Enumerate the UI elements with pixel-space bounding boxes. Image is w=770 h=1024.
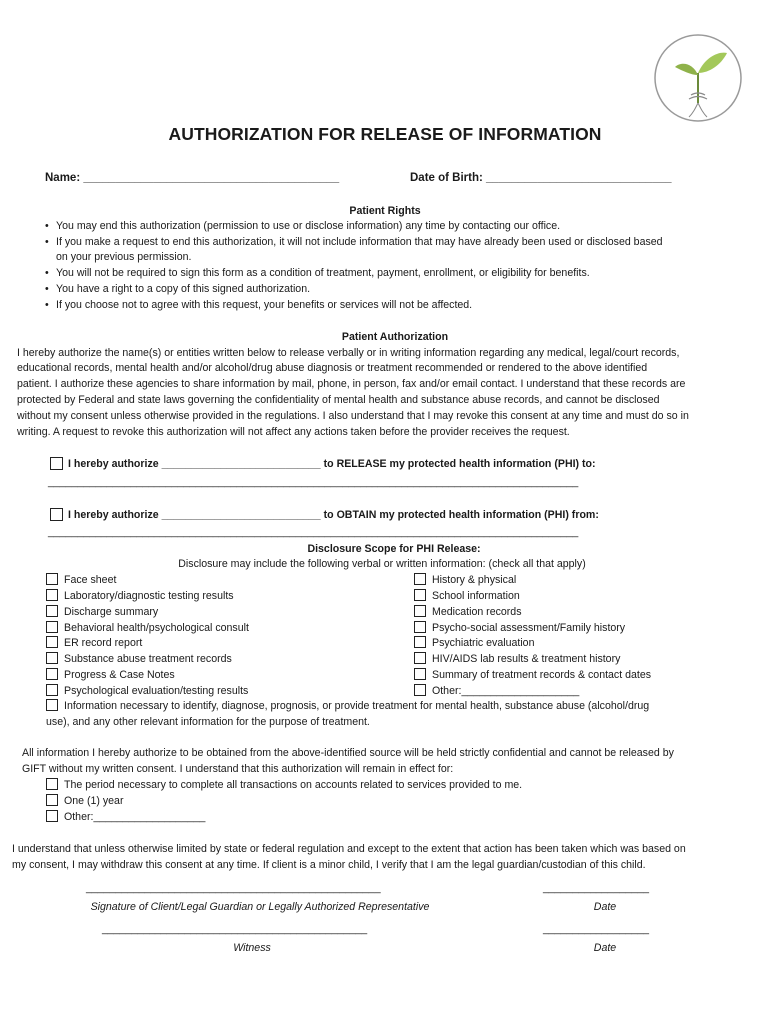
authorization-text: I hereby authorize the name(s) or entities written below to release verbally or in writing information regarding any medical, legal/court records, xyxy=(17,347,680,359)
checkbox-medication-records[interactable] xyxy=(414,605,426,617)
checkbox-psychiatric-evaluation[interactable] xyxy=(414,636,426,648)
checkbox-treatment-summary[interactable] xyxy=(414,668,426,680)
signature-line[interactable]: __________________________________________________ xyxy=(86,882,381,894)
confidentiality-text: GIFT without my written consent. I understand that this authorization will remain in effect for: xyxy=(22,763,454,775)
option-label: Summary of treatment records & contact dates xyxy=(432,669,652,681)
disclosure-scope-subheading: Disclosure may include the following verbal or written information: (check all that apply) xyxy=(178,558,586,570)
checkbox-lab-results[interactable] xyxy=(46,589,58,601)
option-label: Information necessary to identify, diagnose, prognosis, or provide treatment for mental health, substance abuse (alcohol/drug xyxy=(64,700,650,712)
consent-text: I understand that unless otherwise limited by state or federal regulation and except to the extent that action has been taken which was based on xyxy=(12,843,686,855)
signature-date-label: Date xyxy=(593,901,617,913)
rights-item-continued: on your previous permission. xyxy=(56,251,192,263)
option-label: Psychiatric evaluation xyxy=(432,637,535,649)
checkbox-behavioral-consult[interactable] xyxy=(46,621,58,633)
date-of-birth-field[interactable]: Date of Birth: _____________________________ xyxy=(410,172,672,184)
checkbox-period-necessary[interactable] xyxy=(46,778,58,790)
option-label: ER record report xyxy=(64,637,143,649)
obtain-checkbox[interactable] xyxy=(50,508,63,521)
checkbox-one-year[interactable] xyxy=(46,794,58,806)
option-label: Laboratory/diagnostic testing results xyxy=(64,590,234,602)
option-label: HIV/AIDS lab results & treatment history xyxy=(432,653,621,665)
checkbox-other[interactable] xyxy=(414,684,426,696)
rights-item: • If you make a request to end this authorization, it will not include information that may have already been used or disclosed based xyxy=(56,236,663,248)
checkbox-school-information[interactable] xyxy=(414,589,426,601)
option-label: Psychological evaluation/testing results xyxy=(64,685,249,697)
option-label: Psycho-social assessment/Family history xyxy=(432,622,626,634)
checkbox-other-duration[interactable] xyxy=(46,810,58,822)
authorization-text: patient. I authorize these agencies to share information by mail, phone, in person, fax and/or email contact. I understand that these records are xyxy=(17,378,686,390)
option-label: Discharge summary xyxy=(64,606,159,618)
rights-item: • If you choose not to agree with this request, your benefits or services will not be affected. xyxy=(56,299,472,311)
authorization-text: writing. A request to revoke this authorization will not affect any actions taken before the provider receives the request. xyxy=(17,426,570,438)
duration-option-label[interactable]: Other:___________________ xyxy=(64,811,206,823)
option-label: Progress & Case Notes xyxy=(64,669,175,681)
rights-item: • You may end this authorization (permission to use or disclose information) any time by contacting our office. xyxy=(56,220,560,232)
duration-option-label: The period necessary to complete all transactions on accounts related to services provided to me. xyxy=(64,779,523,791)
disclosure-scope-heading: Disclosure Scope for PHI Release: xyxy=(307,543,481,555)
checkbox-discharge-summary[interactable] xyxy=(46,605,58,617)
option-label: Medication records xyxy=(432,606,522,618)
option-label-continued: use), and any other relevant information for the purpose of treatment. xyxy=(46,716,370,728)
patient-authorization-heading: Patient Authorization xyxy=(341,331,449,343)
consent-text: my consent, I may withdraw this consent at any time. If client is a minor child, I verify that I am the legal guardian/custodian of this child. xyxy=(12,859,646,871)
checkbox-psych-evaluation[interactable] xyxy=(46,684,58,696)
witness-label: Witness xyxy=(233,942,271,954)
release-checkbox[interactable] xyxy=(50,457,63,470)
rights-item: • You will not be required to sign this form as a condition of treatment, payment, enrollment, or eligibility for benefits. xyxy=(56,267,590,279)
checkbox-hiv-aids[interactable] xyxy=(414,652,426,664)
signature-label: Signature of Client/Legal Guardian or Legally Authorized Representative xyxy=(90,901,430,913)
rights-item: • You have a right to a copy of this signed authorization. xyxy=(56,283,310,295)
name-field[interactable]: Name: ________________________________________ xyxy=(45,172,340,184)
obtain-authorization-line[interactable]: I hereby authorize ___________________________ to OBTAIN my protected health information (PHI) from: xyxy=(68,509,599,521)
release-recipient-line[interactable]: __________________________________________________________________________________________ xyxy=(48,476,579,488)
checkbox-face-sheet[interactable] xyxy=(46,573,58,585)
option-label: Face sheet xyxy=(64,574,117,586)
authorization-text: without my consent unless otherwise provided in the regulations. I also understand that I may revoke this consent at any time and must do so in xyxy=(17,410,689,422)
patient-rights-heading: Patient Rights xyxy=(349,205,421,217)
option-label: Behavioral health/psychological consult xyxy=(64,622,249,634)
authorization-text: educational records, mental health and/or alcohol/drug abuse diagnosis or treatment recommended or rendered to the above identified xyxy=(17,362,648,374)
signature-date-line[interactable]: __________________ xyxy=(543,882,650,894)
duration-option-label: One (1) year xyxy=(64,795,124,807)
checkbox-er-record[interactable] xyxy=(46,636,58,648)
checkbox-progress-notes[interactable] xyxy=(46,668,58,680)
option-label: School information xyxy=(432,590,520,602)
obtain-source-line[interactable]: __________________________________________________________________________________________ xyxy=(48,526,579,538)
option-label: Substance abuse treatment records xyxy=(64,653,232,665)
option-label[interactable]: Other:____________________ xyxy=(432,685,580,697)
checkbox-substance-abuse-records[interactable] xyxy=(46,652,58,664)
option-label: History & physical xyxy=(432,574,517,586)
witness-line[interactable]: _____________________________________________ xyxy=(102,923,368,935)
witness-date-line[interactable]: __________________ xyxy=(543,923,650,935)
witness-date-label: Date xyxy=(593,942,617,954)
release-authorization-line[interactable]: I hereby authorize ___________________________ to RELEASE my protected health information (PHI) to: xyxy=(68,458,596,470)
authorization-text: protected by Federal and state laws governing the confidentiality of mental health and substance abuse records, and cannot be disclosed xyxy=(17,394,660,406)
checkbox-history-physical[interactable] xyxy=(414,573,426,585)
form-title: AUTHORIZATION FOR RELEASE OF INFORMATION xyxy=(168,124,602,144)
confidentiality-text: All information I hereby authorize to be obtained from the above-identified source will be held strictly confidential and cannot be released by xyxy=(22,747,674,759)
checkbox-psycho-social[interactable] xyxy=(414,621,426,633)
seedling-logo xyxy=(653,33,743,123)
checkbox-information-necessary[interactable] xyxy=(46,699,58,711)
